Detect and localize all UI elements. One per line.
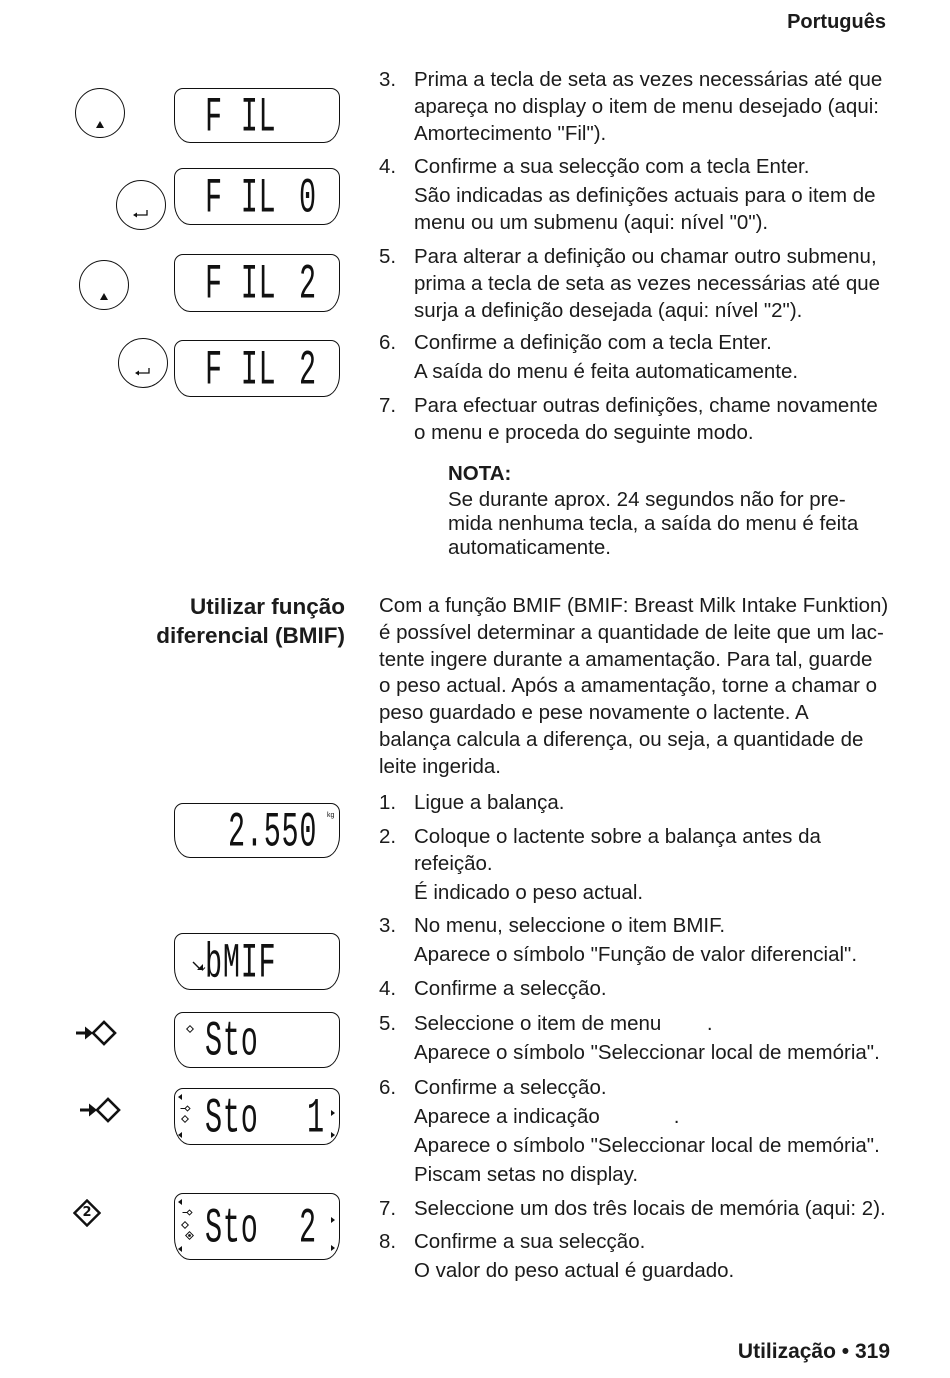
up-arrow-icon <box>100 293 108 300</box>
step-number: 5. <box>379 1012 397 1035</box>
step-number: 6. <box>379 331 397 354</box>
memory-select-indicator-icon <box>182 1209 193 1216</box>
select-memory-location-icon <box>74 1020 118 1046</box>
enter-key-button-illustration <box>116 180 166 230</box>
step-note: O valor do peso actual é guardado. <box>414 1259 735 1282</box>
bmif-step-8 <box>379 1228 899 1284</box>
up-arrow-icon <box>96 121 104 128</box>
menu-step-4 <box>379 153 899 236</box>
enter-icon <box>132 209 150 219</box>
menu-step-6 <box>379 329 899 385</box>
arrow-key-button-illustration <box>79 260 129 310</box>
lcd-display-fil <box>174 88 340 146</box>
step-note: São indicadas as definições actuais para o item de menu ou um submenu (aqui: nível "0"). <box>414 184 876 234</box>
memory-select-indicator-icon <box>180 1105 191 1112</box>
bmif-step-5 <box>379 1010 899 1066</box>
step-note: Aparece a indicação . <box>414 1105 680 1128</box>
memory-slot-indicator-icon <box>181 1221 189 1229</box>
memory-select-indicator-icon <box>186 1025 194 1033</box>
differential-function-icon <box>192 960 206 973</box>
lcd-display-bmif <box>174 933 340 990</box>
blinking-arrow-left-icon <box>178 1246 182 1252</box>
step-text: No menu, seleccione o item BMIF. <box>414 914 726 937</box>
blinking-arrow-right-icon <box>331 1217 335 1223</box>
lcd-display-sto <box>174 1012 340 1071</box>
step-note: Piscam setas no display. <box>414 1163 639 1186</box>
lcd-digit: 1 <box>307 1090 325 1147</box>
lcd-display-fil-2 <box>174 254 340 312</box>
step-text: Para alterar a definição ou chamar outro submenu, prima a tecla de seta as vezes necessárias até que surja a definição desejada (aqui: nível "2"). <box>414 245 881 322</box>
lcd-digit: 2 <box>299 342 317 399</box>
lcd-display-sto-2 <box>174 1193 340 1260</box>
lcd-text: F IL <box>205 170 277 227</box>
menu-step-7 <box>379 392 899 446</box>
section-intro: Com a função BMIF (BMIF: Breast Milk Intake Funktion) é possível determinar a quantidade de leite que um lac- tente ingere durante a amamentação. Para tal, guarde o peso actual. Após a amamentação, torne a chamar o peso guardado e pese novamente o lactente. A balança calcula a diferença, ou seja, a quantidade de leite ingerida. <box>379 594 889 778</box>
step-number: 2. <box>379 825 397 848</box>
step-text: Confirme a sua selecção com a tecla Enter. <box>414 155 810 178</box>
step-note: Aparece o símbolo "Seleccionar local de memória". <box>414 1041 880 1064</box>
lcd-display-sto-1 <box>174 1088 340 1145</box>
bmif-step-1 <box>379 789 899 816</box>
select-memory-location-icon <box>78 1097 122 1123</box>
step-text: Seleccione um dos três locais de memória (aqui: 2). <box>414 1197 886 1220</box>
lcd-text: bMIF <box>205 935 277 992</box>
blinking-arrow-left-icon <box>178 1094 182 1100</box>
blinking-arrow-right-icon <box>331 1245 335 1251</box>
bmif-step-7 <box>379 1195 899 1222</box>
step-number: 4. <box>379 977 397 1000</box>
bmif-step-6 <box>379 1074 899 1188</box>
memory-stored-indicator-icon <box>185 1231 194 1240</box>
step-number: 1. <box>379 791 397 814</box>
memory-slot-indicator-icon <box>181 1115 189 1123</box>
page-language-header: Português <box>787 11 886 33</box>
step-text: Prima a tecla de seta as vezes necessárias até que apareça no display o item de menu desejado (aqui: Amortecimento "Fil"). <box>414 68 883 145</box>
lcd-weight-value: 2.550 <box>228 804 318 861</box>
step-text: Ligue a balança. <box>414 791 565 814</box>
step-text: Seleccione o item de menu . <box>414 1012 713 1035</box>
step-note: Aparece o símbolo "Seleccionar local de memória". <box>414 1134 880 1157</box>
step-number: 7. <box>379 394 397 417</box>
blinking-arrow-right-icon <box>331 1110 335 1116</box>
memory-slot-label: 2 <box>82 1205 92 1220</box>
enter-icon <box>134 367 152 377</box>
step-text: Confirme a selecção. <box>414 1076 607 1099</box>
enter-key-button-illustration <box>118 338 168 388</box>
step-number: 5. <box>379 245 397 268</box>
step-text: Confirme a selecção. <box>414 977 607 1000</box>
lcd-digit: 2 <box>299 1200 317 1257</box>
lcd-display-fil-2-confirmed <box>174 340 340 397</box>
note-text: Se durante aprox. 24 segundos não for pre- mida nenhuma tecla, a saída do menu é feita automaticamente. <box>448 488 859 559</box>
step-text: Confirme a sua selecção. <box>414 1230 646 1253</box>
menu-step-3 <box>379 66 899 147</box>
bmif-step-4 <box>379 975 899 1002</box>
lcd-digit: 2 <box>299 257 317 314</box>
blinking-arrow-right-icon <box>331 1132 335 1138</box>
lcd-text: F IL <box>205 89 277 146</box>
blinking-arrow-left-icon <box>178 1199 182 1205</box>
note-box <box>448 462 858 560</box>
step-number: 4. <box>379 155 397 178</box>
step-number: 7. <box>379 1197 397 1220</box>
lcd-display-fil-0 <box>174 168 340 225</box>
step-note: Aparece o símbolo "Função de valor diferencial". <box>414 943 858 966</box>
step-number: 3. <box>379 914 397 937</box>
lcd-digit: 0 <box>299 170 317 227</box>
step-note: A saída do menu é feita automaticamente. <box>414 360 799 383</box>
step-text: Para efectuar outras definições, chame novamente o menu e proceda do seguinte modo. <box>414 394 878 444</box>
step-number: 3. <box>379 68 397 91</box>
bmif-step-2 <box>379 823 899 906</box>
lcd-text: Sto <box>205 1014 259 1071</box>
blinking-arrow-left-icon <box>178 1132 182 1138</box>
page-footer: Utilização • 319 <box>737 1340 890 1363</box>
step-number: 8. <box>379 1230 397 1253</box>
bmif-step-3 <box>379 912 899 968</box>
menu-step-5 <box>379 243 899 324</box>
note-title: NOTA: <box>448 462 512 485</box>
step-note: É indicado o peso actual. <box>414 881 644 904</box>
lcd-unit-label: kg <box>327 812 335 819</box>
arrow-key-button-illustration <box>75 88 125 138</box>
lcd-text: F IL <box>205 342 277 399</box>
lcd-display-weight <box>174 803 340 861</box>
step-number: 6. <box>379 1076 397 1099</box>
lcd-text: Sto <box>205 1090 259 1147</box>
step-text: Confirme a definição com a tecla Enter. <box>414 331 772 354</box>
lcd-text: Sto <box>205 1200 259 1257</box>
section-heading-bmif: Utilizar função diferencial (BMIF) <box>156 594 345 648</box>
lcd-text: F IL <box>205 257 277 314</box>
step-text: Coloque o lactente sobre a balança antes da refeição. <box>414 825 821 875</box>
